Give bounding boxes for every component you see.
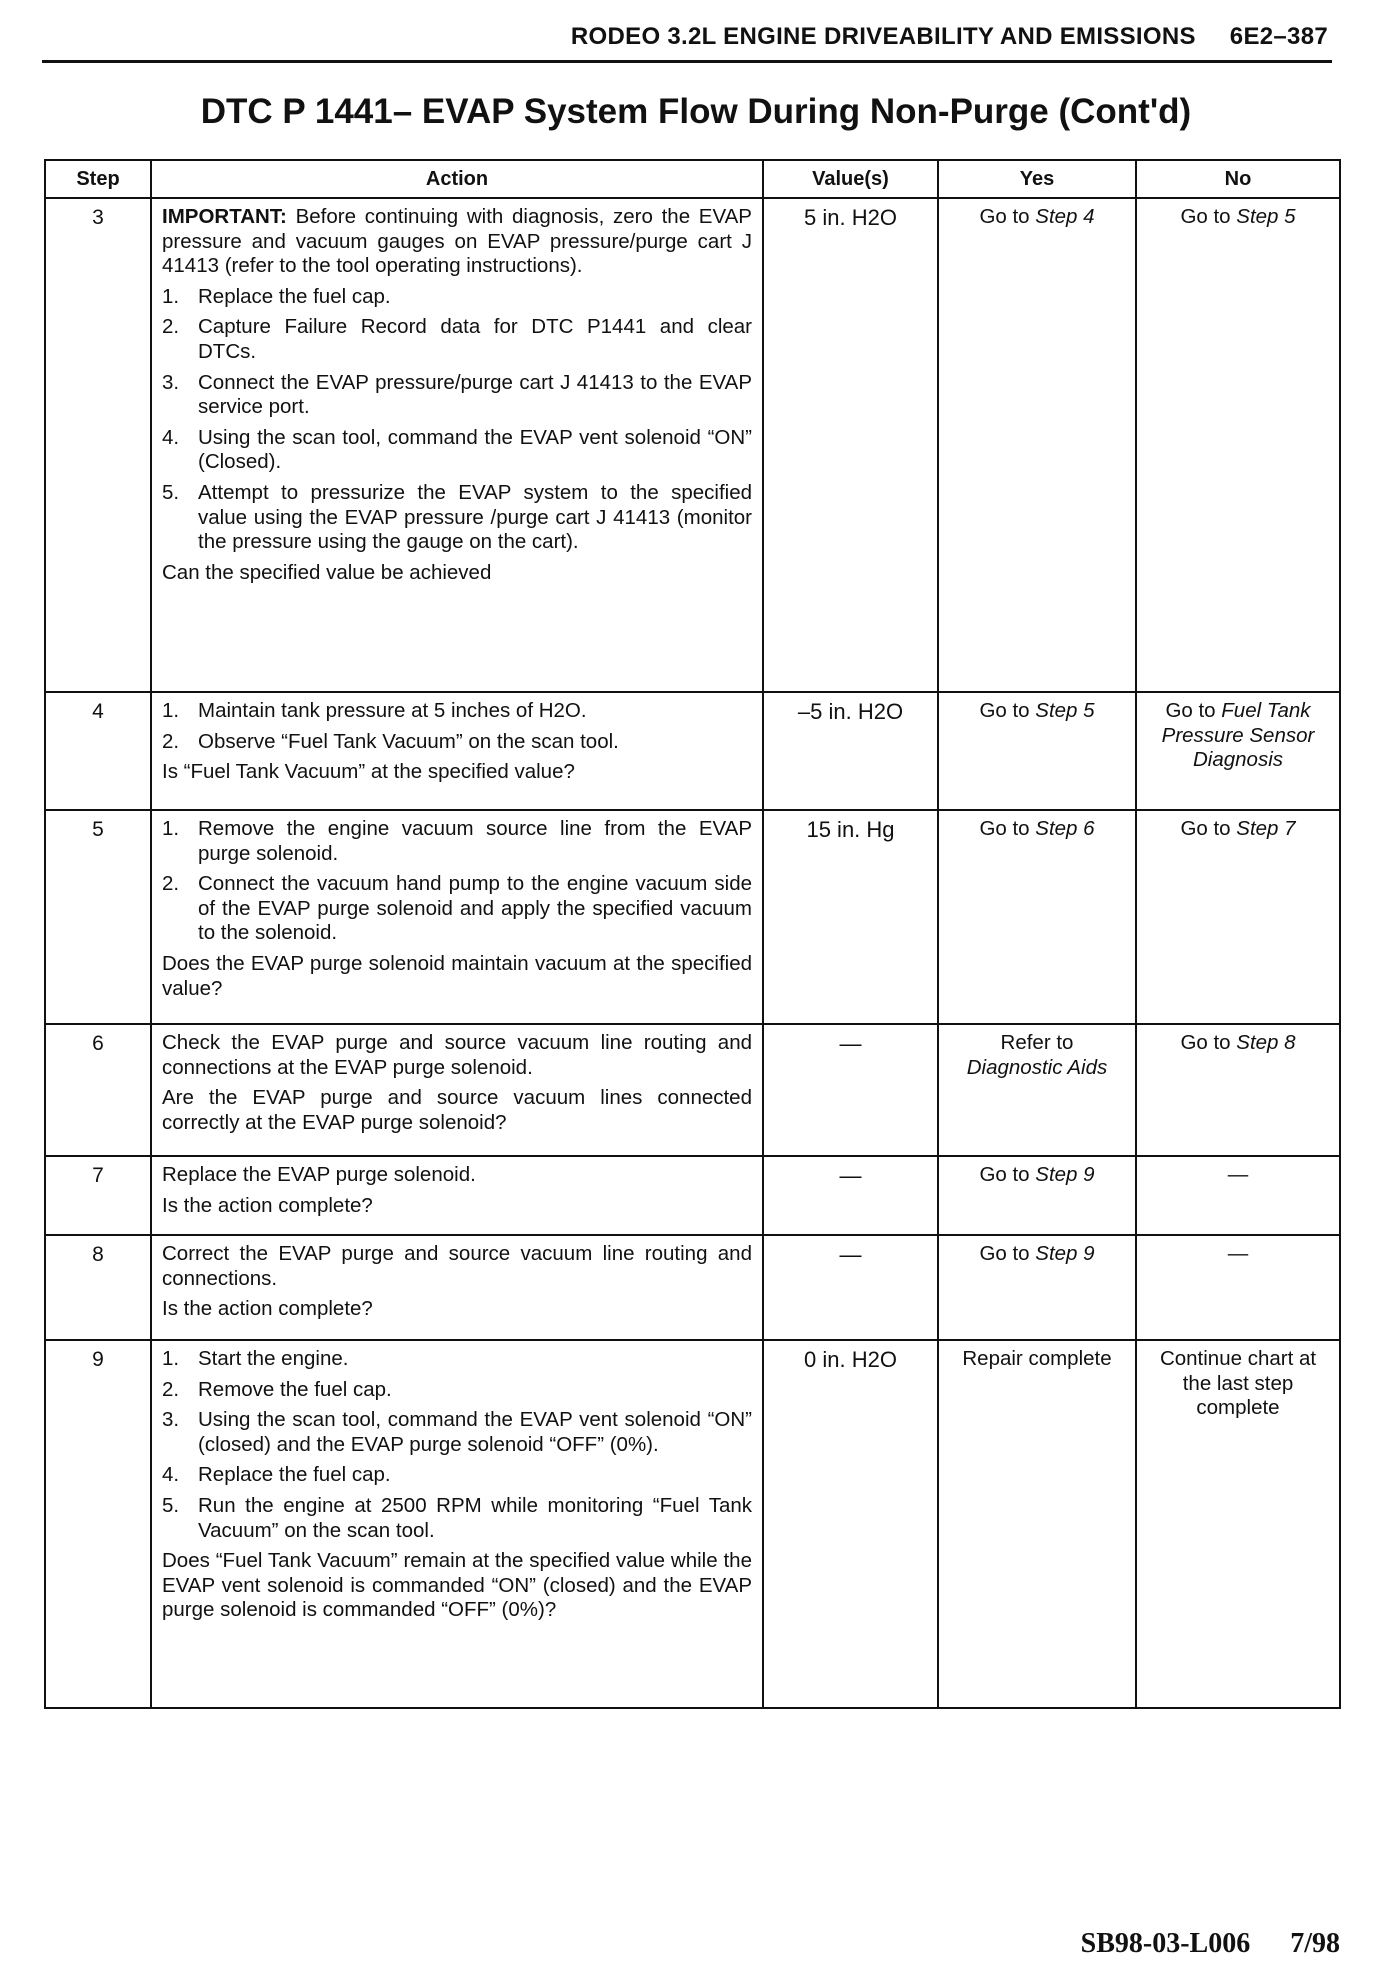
question-text: Does “Fuel Tank Vacuum” remain at the specified value while the EVAP vent solenoid is commanded “ON” (closed) and the EVAP purge solenoid is commanded “OFF” (0%)? bbox=[162, 1549, 752, 1622]
important-text: Before continuing with diagnosis, zero the EVAP pressure and vacuum gauges on EVAP pressure/purge cart J 41413 (refer to the tool operating instructions). bbox=[162, 205, 752, 278]
value-cell: –5 in. H2O bbox=[763, 692, 938, 810]
table-row-step-6 bbox=[45, 1024, 1340, 1156]
value-cell: — bbox=[763, 1235, 938, 1340]
page-title: DTC P 1441– EVAP System Flow During Non-Purge (Cont'd) bbox=[200, 92, 1192, 131]
page-number: 6E2–387 bbox=[1229, 23, 1328, 50]
action-cell bbox=[151, 198, 763, 692]
question-text: Is the action complete? bbox=[162, 1193, 373, 1217]
no-cell: Go to Step 5 bbox=[1136, 198, 1340, 692]
table-row-step-4 bbox=[45, 692, 1340, 810]
no-cell: Go to Fuel Tank Pressure Sensor Diagnosis bbox=[1136, 692, 1340, 810]
list-item: 3. Connect the EVAP pressure/purge cart J 41413 to the EVAP service port. bbox=[162, 370, 752, 419]
action-list bbox=[162, 699, 752, 754]
no-cell: Go to Step 7 bbox=[1136, 810, 1340, 1024]
question-text: Can the specified value be achieved bbox=[162, 560, 492, 584]
no-cell: Continue chart at the last step complete bbox=[1136, 1340, 1340, 1708]
list-item: 2. Observe “Fuel Tank Vacuum” on the scan tool. bbox=[162, 729, 619, 753]
yes-cell: Repair complete bbox=[938, 1340, 1136, 1708]
page-header bbox=[42, 14, 1332, 63]
diagnostic-table bbox=[44, 159, 1341, 1709]
value-cell: 0 in. H2O bbox=[763, 1340, 938, 1708]
list-item: 2. Remove the fuel cap. bbox=[162, 1377, 392, 1401]
list-item: 5. Run the engine at 2500 RPM while monitoring “Fuel Tank Vacuum” on the scan tool. bbox=[162, 1493, 752, 1542]
action-list bbox=[162, 285, 752, 555]
action-text: Correct the EVAP purge and source vacuum line routing and connections. bbox=[162, 1242, 752, 1290]
action-cell bbox=[151, 1156, 763, 1235]
question-text: Are the EVAP purge and source vacuum lines connected correctly at the EVAP purge solenoid? bbox=[162, 1086, 752, 1134]
list-item: 1. Remove the engine vacuum source line from the EVAP purge solenoid. bbox=[162, 817, 752, 865]
action-text: Replace the EVAP purge solenoid. bbox=[162, 1163, 476, 1186]
table-row-step-7 bbox=[45, 1156, 1340, 1235]
list-item: 1. Start the engine. bbox=[162, 1347, 349, 1370]
action-list bbox=[162, 1347, 752, 1543]
col-header-values: Value(s) bbox=[763, 160, 938, 198]
step-number: 7 bbox=[45, 1156, 151, 1235]
list-item: 1. Replace the fuel cap. bbox=[162, 284, 391, 308]
value-cell: — bbox=[763, 1024, 938, 1156]
step-number: 3 bbox=[45, 198, 151, 692]
no-cell: Go to Step 8 bbox=[1136, 1024, 1340, 1156]
value-cell: 5 in. H2O bbox=[763, 198, 938, 692]
important-note bbox=[162, 205, 752, 279]
list-item: 4. Replace the fuel cap. bbox=[162, 1463, 391, 1487]
yes-cell: Refer to Diagnostic Aids bbox=[938, 1024, 1136, 1156]
col-header-action: Action bbox=[151, 160, 763, 198]
action-cell bbox=[151, 1024, 763, 1156]
list-item: 2. Connect the vacuum hand pump to the engine vacuum side of the EVAP purge solenoid and apply the specified vacuum to the solenoid. bbox=[162, 872, 752, 945]
yes-cell: Go to Step 9 bbox=[938, 1156, 1136, 1235]
col-header-step: Step bbox=[45, 160, 151, 198]
bulletin-date: 7/98 bbox=[1290, 1928, 1340, 1959]
value-cell: — bbox=[763, 1156, 938, 1235]
bulletin-code: SB98-03-L006 bbox=[1080, 1928, 1251, 1959]
action-cell bbox=[151, 1340, 763, 1708]
action-cell bbox=[151, 1235, 763, 1340]
table-row-step-5 bbox=[45, 810, 1340, 1024]
question-text: Does the EVAP purge solenoid maintain vacuum at the specified value? bbox=[162, 951, 752, 1000]
col-header-no: No bbox=[1136, 160, 1340, 198]
no-cell: — bbox=[1136, 1235, 1340, 1340]
yes-cell: Go to Step 5 bbox=[938, 692, 1136, 810]
question-text: Is the action complete? bbox=[162, 1297, 373, 1321]
action-text: Check the EVAP purge and source vacuum line routing and connections at the EVAP purge solenoid. bbox=[162, 1031, 752, 1079]
step-number: 8 bbox=[45, 1235, 151, 1340]
table-row-step-9 bbox=[45, 1340, 1340, 1708]
step-number: 5 bbox=[45, 810, 151, 1024]
action-list bbox=[162, 817, 752, 946]
list-item: 1. Maintain tank pressure at 5 inches of H2O. bbox=[162, 699, 587, 722]
yes-cell: Go to Step 6 bbox=[938, 810, 1136, 1024]
list-item: 4. Using the scan tool, command the EVAP vent solenoid “ON” (Closed). bbox=[162, 425, 752, 474]
yes-cell: Go to Step 4 bbox=[938, 198, 1136, 692]
page-footer bbox=[1081, 1928, 1340, 1960]
yes-cell: Go to Step 9 bbox=[938, 1235, 1136, 1340]
table-header-row bbox=[45, 160, 1340, 198]
value-cell: 15 in. Hg bbox=[763, 810, 938, 1024]
step-number: 4 bbox=[45, 692, 151, 810]
list-item: 3. Using the scan tool, command the EVAP vent solenoid “ON” (closed) and the EVAP purge solenoid “OFF” (0%). bbox=[162, 1408, 752, 1456]
action-cell bbox=[151, 692, 763, 810]
important-label: IMPORTANT: bbox=[162, 205, 287, 228]
list-item: 2. Capture Failure Record data for DTC P1441 and clear DTCs. bbox=[162, 315, 752, 363]
question-text: Is “Fuel Tank Vacuum” at the specified value? bbox=[162, 760, 575, 784]
no-cell: — bbox=[1136, 1156, 1340, 1235]
step-number: 6 bbox=[45, 1024, 151, 1156]
col-header-yes: Yes bbox=[938, 160, 1136, 198]
action-cell bbox=[151, 810, 763, 1024]
table-row-step-8 bbox=[45, 1235, 1340, 1340]
header-title: RODEO 3.2L ENGINE DRIVEABILITY AND EMISSIONS bbox=[570, 23, 1196, 50]
list-item: 5. Attempt to pressurize the EVAP system to the specified value using the EVAP pressure /purge cart J 41413 (monitor the pressure using the gauge on the cart). bbox=[162, 480, 752, 554]
table-row-step-3 bbox=[45, 198, 1340, 692]
step-number: 9 bbox=[45, 1340, 151, 1708]
